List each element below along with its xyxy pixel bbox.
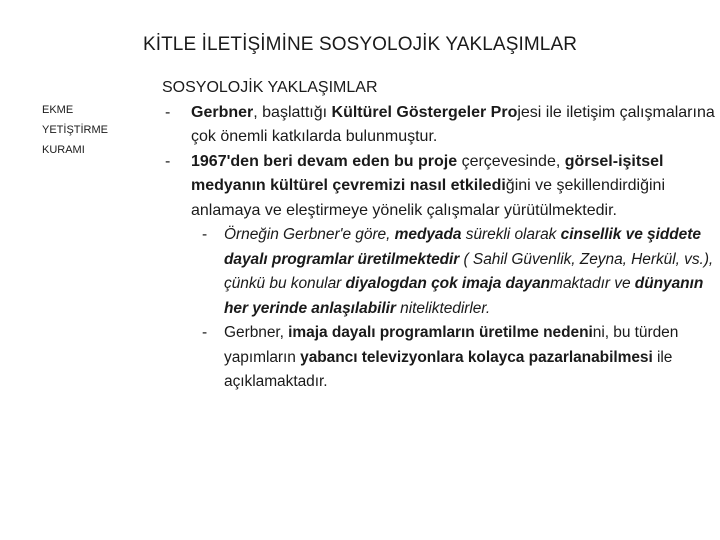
- text-run: imaja dayalı programların üretilme nedeni: [288, 324, 593, 341]
- text-run: dünyanın her yerinde anlaşılabilir: [224, 275, 704, 317]
- bullet-text: [191, 104, 715, 146]
- text-run: Örneğin Gerbner'e göre,: [224, 226, 395, 243]
- text-run: cinsellik ve şiddete dayalı programlar üretilmektedir: [224, 226, 701, 268]
- sub-bullet-text: [224, 226, 713, 317]
- text-run: 1967'den beri devam eden bu proje: [191, 152, 458, 170]
- text-run: Gerbner: [191, 103, 254, 121]
- text-run: jesi ile iletişim çalışmalarına çok önemli katkılarda bulunmuştur.: [191, 103, 715, 145]
- text-run: Gerbner,: [224, 324, 289, 341]
- text-run: çerçevesinde,: [457, 152, 565, 170]
- sub-bullet-text: [224, 324, 678, 390]
- text-run: Kültürel Göstergeler Pro: [331, 103, 518, 121]
- text-run: ile açıklamaktadır.: [224, 348, 673, 390]
- text-run: ğini ve şekillendirdiğini anlamaya ve eleştirmeye yönelik çalışmalar yürütülmektedir.: [191, 177, 665, 219]
- bullet-dash: -: [165, 103, 171, 121]
- text-run: yabancı televizyonlara kolayca pazarlanabilmesi: [300, 348, 653, 366]
- side-label-line: EKME: [42, 104, 74, 116]
- text-run: medyada: [394, 226, 462, 243]
- side-label-line: KURAMI: [42, 144, 85, 156]
- section-heading: SOSYOLOJİK YAKLAŞIMLAR: [162, 79, 378, 96]
- text-run: ( Sahil Güvenlik, Zeyna, Herkül, vs.), çünkü bu konular: [224, 250, 714, 292]
- text-run: maktadır ve: [550, 275, 635, 292]
- sub-bullet-dash: -: [202, 226, 208, 243]
- text-run: ni, bu türden yapımların: [224, 324, 679, 366]
- sub-bullet-dash: -: [202, 324, 208, 341]
- bullet-text: [191, 153, 665, 219]
- bullet-dash: -: [165, 152, 171, 170]
- main-content: [162, 76, 717, 395]
- text-run: sürekli olarak: [461, 226, 561, 243]
- sub-bullet-item: [162, 321, 717, 395]
- page-title: KİTLE İLETİŞİMİNE SOSYOLOJİK YAKLAŞIMLAR: [142, 34, 578, 55]
- text-run: niteliktedirler.: [395, 299, 491, 317]
- bullet-item: [162, 150, 717, 224]
- text-run: diyalogdan çok imaja dayan: [345, 275, 551, 292]
- side-label: [42, 100, 142, 160]
- bullet-item: [162, 101, 717, 150]
- sub-bullet-item: [162, 223, 717, 321]
- side-label-line: YETİŞTİRME: [42, 124, 109, 136]
- text-run: , başlattığı: [253, 103, 332, 121]
- text-run: görsel-işitsel medyanın kültürel çevremizi nasıl etkiledi: [191, 152, 664, 194]
